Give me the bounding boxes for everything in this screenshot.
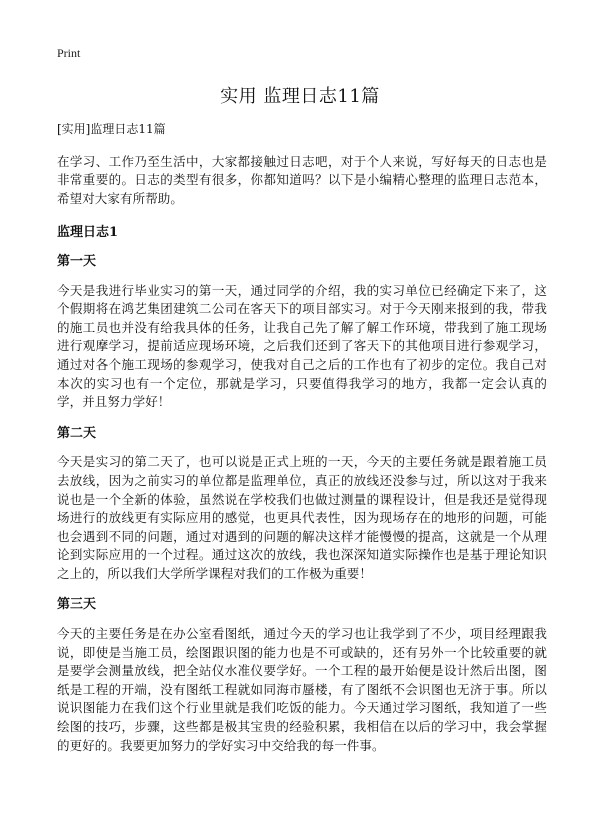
print-link[interactable]: Print bbox=[57, 46, 81, 60]
day-2-heading: 第二天 bbox=[57, 425, 97, 441]
day-3-paragraph: 今天的主要任务是在办公室看图纸，通过今天的学习也让我学到了不少，项目经理跟我说，即使是当施工员，绘图跟识图的能力也是不可或缺的，还有另外一个比较重要的就是要学会测量放线，把全站仪水准仪要学好。一个工程的最开始便是设计然后出图，图纸是工程的开端，没有图纸工程就如同海市蜃楼，有了图纸不会识图也无济于事。所以说识图能力在我们这个行业里就是我们吃饭的能力。今天通过学习图纸，我知道了一些绘图的技巧，步骤，这些都是极其宝贵的经验积累，我相信在以后的学习中，我会掌握的更好的。我要更加努力的学好实习中交给我的每一件事。 bbox=[57, 626, 547, 753]
section-heading: 监理日志1 bbox=[57, 225, 119, 241]
intro-paragraph: 在学习、工作乃至生活中，大家都接触过日志吧，对于个人来说，写好每天的日志也是非常重要的。日志的类型有很多，你都知道吗？以下是小编精心整理的监理日志范本，希望对大家有所帮助。 bbox=[57, 153, 547, 206]
page-title: 实用 监理日志11篇 bbox=[220, 86, 380, 107]
document-subtitle: [实用]监理日志11篇 bbox=[57, 122, 166, 136]
document-body bbox=[57, 120, 547, 768]
day-1-paragraph: 今天是我进行毕业实习的第一天，通过同学的介绍，我的实习单位已经确定下来了，这个假期将在鸿艺集团建筑二公司在客天下的项目部实习。对于今天刚来报到的我，带我的施工员也并没有给我具体的任务，让我自己先了解了解工作环境，带我到了施工现场进行观摩学习，提前适应现场环境，之后我们还到了客天下的其他项目进行参观学习，通过对各个施工现场的参观学习，使我对自己之后的工作也有了初步的定位。我自己对本次的实习也有一个定位，那就是学习，只要值得我学习的地方，我都一定会认真的学，并且努力学好！ bbox=[57, 282, 547, 410]
day-3-heading: 第三天 bbox=[57, 597, 97, 613]
day-2-paragraph: 今天是实习的第二天了，也可以说是正式上班的一天，今天的主要任务就是跟着施工员去放线，因为之前实习的单位都是监理单位，真正的放线还没参与过，所以这对于我来说也是一个全新的体验，虽然说在学校我们也做过测量的课程设计，但是我还是觉得现场进行的放线更有实际应用的感觉，也更具代表性，因为现场存在的地形的问题，可能也会遇到不同的问题，通过对遇到的问题的解决这样才能慢慢的提高，这就是一个从理论到实际应用的一个过程。通过这次的放线，我也深深知道实际操作也是基于理论知识之上的，所以我们大学所学课程对我们的工作极为重要！ bbox=[57, 454, 547, 581]
day-1-heading: 第一天 bbox=[57, 253, 97, 269]
